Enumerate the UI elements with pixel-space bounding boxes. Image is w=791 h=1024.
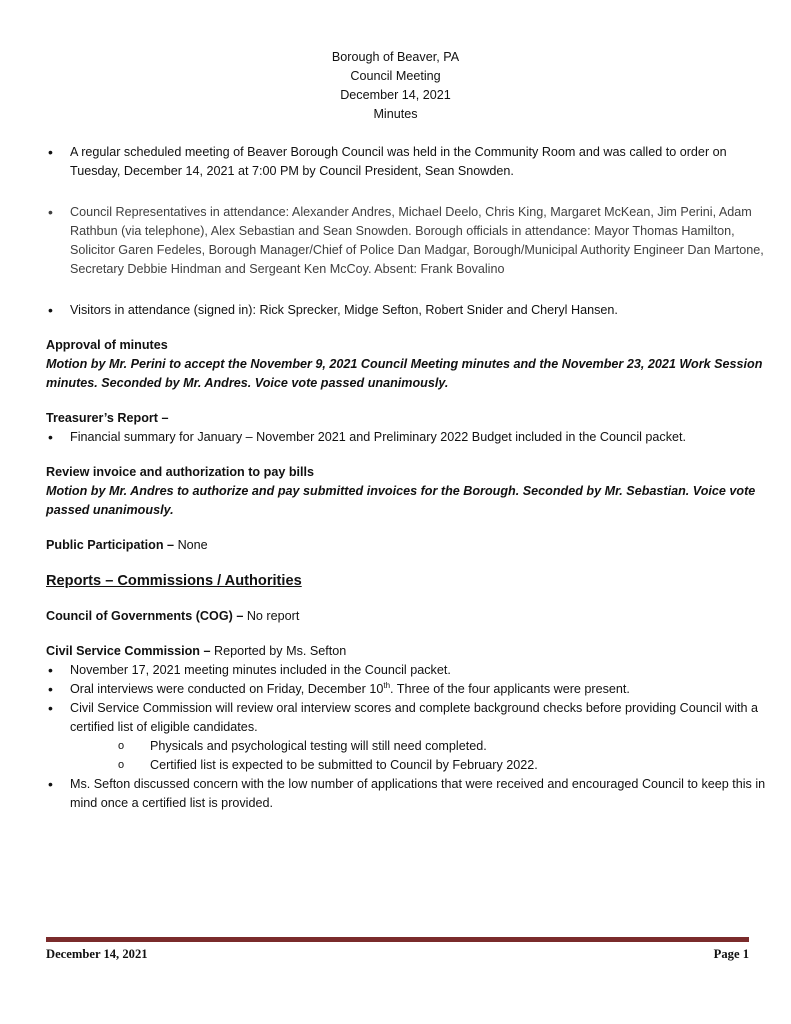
title-minutes: Minutes xyxy=(373,107,418,121)
civil-service-item: • Civil Service Commission will review oral interview scores and complete background checks before providing Council with a certified list of eligible candidates. xyxy=(46,699,766,737)
civil-service-item-text: Oral interviews were conducted on Friday, December 10 xyxy=(70,682,384,696)
public-participation-heading: Public Participation – xyxy=(46,538,175,552)
civil-service-text: Reported by Ms. Sefton xyxy=(210,644,347,658)
footer-page-number: Page 1 xyxy=(713,947,749,961)
review-invoice-heading: Review invoice and authorization to pay bills xyxy=(46,465,315,479)
document-body xyxy=(46,143,766,813)
civil-service-heading: Civil Service Commission – xyxy=(46,644,211,658)
visitors-item: • Visitors in attendance (signed in): Rick Sprecker, Midge Sefton, Robert Snider and Cheryl Hansen. xyxy=(46,301,766,320)
reports-section-heading: Reports – Commissions / Authorities xyxy=(46,573,302,589)
title-borough: Borough of Beaver, PA xyxy=(331,50,460,64)
cog-line xyxy=(46,607,766,626)
treasurers-report-item: • Financial summary for January – November 2021 and Preliminary 2022 Budget included in the Council packet. xyxy=(46,428,766,447)
civil-service-sub-item: o Certified list is expected to be submitted to Council by February 2022. xyxy=(46,756,766,775)
approval-minutes-heading: Approval of minutes xyxy=(46,338,168,352)
civil-service-item-tail: . Three of the four applicants were present. xyxy=(390,682,630,696)
title-date: December 14, 2021 xyxy=(340,88,451,102)
public-participation-line xyxy=(46,536,766,555)
review-invoice-motion: Motion by Mr. Andres to authorize and pay submitted invoices for the Borough. Seconded by Mr. Sebastian. Voice vote passed unanimously. xyxy=(46,484,756,517)
call-to-order-item: • A regular scheduled meeting of Beaver Borough Council was held in the Community Room and was called to order on Tuesday, December 14, 2021 at 7:00 PM by Council President, Sean Snowden. xyxy=(46,143,766,181)
civil-service-line xyxy=(46,642,766,661)
civil-service-sub-item: o Physicals and psychological testing will still need completed. xyxy=(46,737,766,756)
civil-service-item: • November 17, 2021 meeting minutes included in the Council packet. xyxy=(46,661,766,680)
public-participation-text: None xyxy=(174,538,208,552)
civil-service-item xyxy=(46,680,766,699)
footer-divider xyxy=(46,937,749,942)
title-meeting-type: Council Meeting xyxy=(350,69,441,83)
ordinal-suffix: th xyxy=(383,680,391,690)
attendance-item: • Council Representatives in attendance: Alexander Andres, Michael Deelo, Chris King, Margaret McKean, Jim Perini, Adam Rathbun (via telephone), Alex Sebastian and Sean Snowden. Borough officials in attendance: Mayor Thomas Hamilton, Solicitor Garen Fedeles, Borough Manager/Chief of Police Dan Madgar, Borough/Municipal Authority Engineer Dan Martone, Secretary Debbie Hindman and Sergeant Ken McCoy. Absent: Frank Bovalino xyxy=(46,203,766,279)
footer-date: December 14, 2021 xyxy=(46,947,148,961)
page-footer xyxy=(46,945,749,964)
cog-heading: Council of Governments (COG) – xyxy=(46,609,244,623)
cog-text: No report xyxy=(243,609,300,623)
civil-service-item: • Ms. Sefton discussed concern with the low number of applications that were received and encouraged Council to keep this in mind once a certified list is provided. xyxy=(46,775,766,813)
approval-minutes-motion: Motion by Mr. Perini to accept the November 9, 2021 Council Meeting minutes and the November 23, 2021 Work Session minutes. Seconded by Mr. Andres. Voice vote passed unanimously. xyxy=(46,357,763,390)
treasurers-report-heading: Treasurer’s Report – xyxy=(46,411,169,425)
document-title-block xyxy=(0,48,791,124)
